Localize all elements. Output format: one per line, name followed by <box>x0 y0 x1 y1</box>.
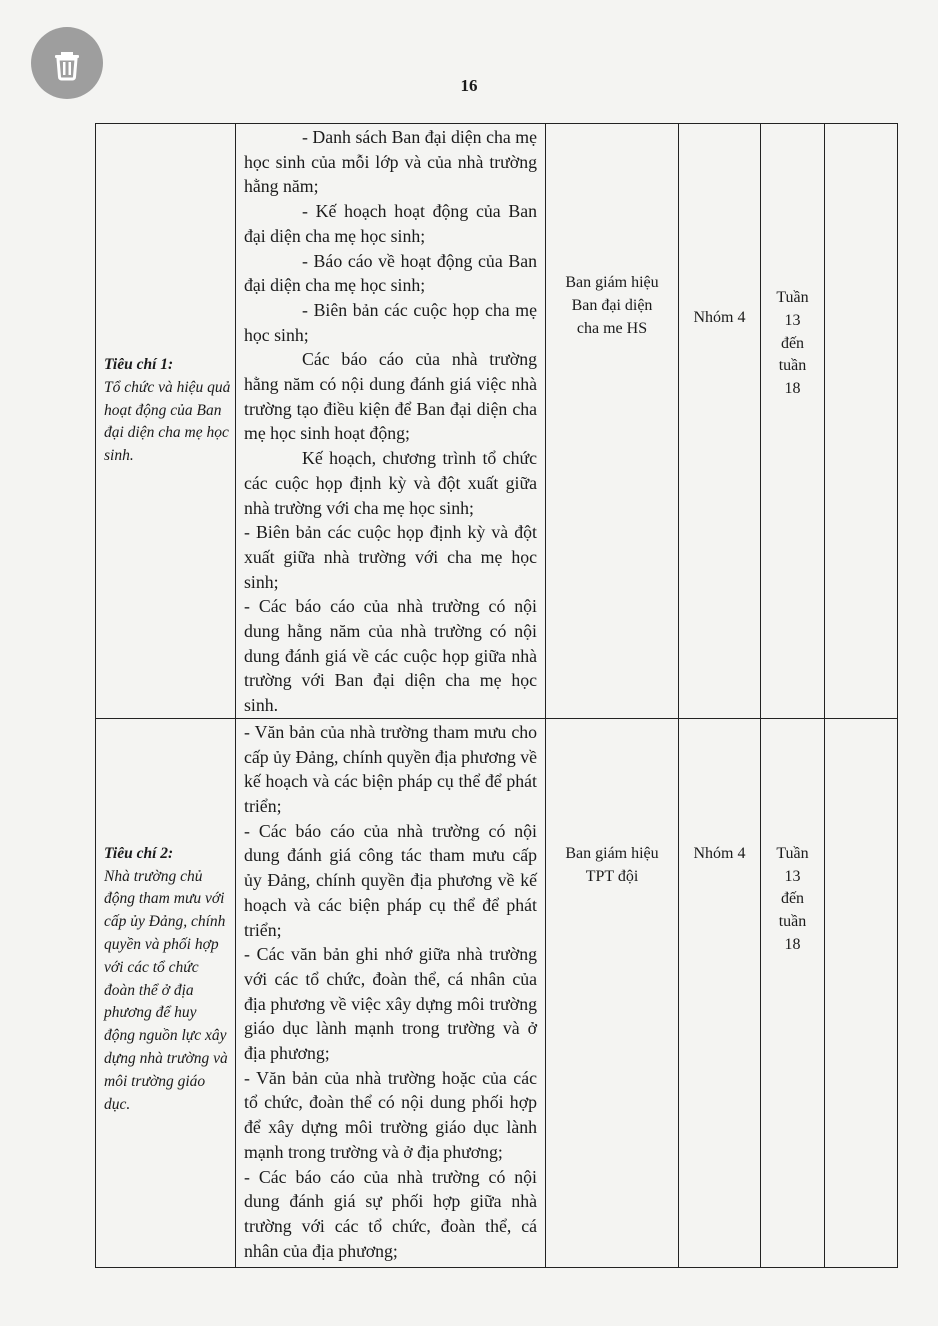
evidence-cell <box>236 124 546 719</box>
responsible-line: TPT đội <box>585 867 639 885</box>
table-row <box>96 124 898 719</box>
evidence-item: - Kế hoạch hoạt động của Ban đại diện cha mẹ học sinh; <box>244 201 537 246</box>
group-cell <box>679 718 761 1267</box>
criterion-text: Nhà trường chủ động tham mưu với cấp ủy Đảng, chính quyền và phối hợp với các tổ chức đoàn thể ở địa phương để huy động nguồn lực xây dựng nhà trường và môi trường giáo dục. <box>104 867 228 1113</box>
time-line: đến <box>780 334 805 352</box>
responsible-line: cha me HS <box>576 319 648 337</box>
responsible-line: Ban giám hiệu <box>565 274 659 291</box>
group-label: Nhóm 4 <box>693 844 746 862</box>
evaluation-table <box>95 123 898 1268</box>
evidence-item: - Biên bản các cuộc họp định kỳ và đột xuất giữa nhà trường với cha mẹ học sinh; <box>244 522 537 592</box>
time-line: 18 <box>784 380 801 398</box>
page-number: 16 <box>460 76 478 95</box>
evidence-item: - Các văn bản ghi nhớ giữa nhà trường với các tổ chức, đoàn thể, cá nhân của địa phương về việc xây dựng môi trường giáo dục lành mạnh trong trường và ở địa phương; <box>244 944 537 1064</box>
time-line: 13 <box>784 311 801 329</box>
evidence-item: - Văn bản của nhà trường tham mưu cho cấp ủy Đảng, chính quyền địa phương về kế hoạch và các biện pháp cụ thể để phát triển; <box>244 721 537 816</box>
responsible-line: Ban đại diện <box>571 296 653 314</box>
evidence-item: Các báo cáo của nhà trường hằng năm có nội dung đánh giá việc nhà trường tạo điều kiện để Ban đại diện cha mẹ học sinh hoạt động; <box>244 349 537 444</box>
criterion-cell <box>96 124 236 719</box>
criterion-cell <box>96 718 236 1267</box>
time-cell <box>761 718 825 1267</box>
time-line: 13 <box>784 867 801 885</box>
note-cell <box>825 124 898 719</box>
evidence-item: - Văn bản của nhà trường hoặc của các tổ chức, đoàn thể có nội dung phối hợp để xây dựng môi trường giáo dục lành mạnh trong trường và ở địa phương; <box>244 1067 537 1162</box>
evidence-item: - Các báo cáo của nhà trường có nội dung hằng năm của nhà trường có nội dung đánh giá về các cuộc họp giữa nhà trường với Ban đại diện cha mẹ học sinh. <box>244 596 537 716</box>
responsible-cell <box>546 718 679 1267</box>
evidence-item: - Các báo cáo của nhà trường có nội dung đánh giá sự phối hợp giữa nhà trường với các tổ chức, đoàn thể, cá nhân của địa phương; <box>244 1166 537 1261</box>
evidence-item: - Biên bản các cuộc họp cha mẹ học sinh; <box>244 299 537 345</box>
evidence-item: - Danh sách Ban đại diện cha mẹ học sinh của mỗi lớp và của nhà trường hằng năm; <box>244 127 537 197</box>
evidence-item: - Các báo cáo của nhà trường có nội dung đánh giá công tác tham mưu cấp ủy Đảng, chính quyền địa phương về kế hoạch và các biện pháp cụ thể để phát triển; <box>244 820 537 940</box>
responsible-line: Ban giám hiệu <box>565 844 659 862</box>
group-cell <box>679 124 761 719</box>
time-line: tuần <box>778 357 807 375</box>
time-line: tuần <box>778 913 807 931</box>
criterion-title: Tiêu chí 1: <box>104 356 174 373</box>
note-cell <box>825 718 898 1267</box>
evidence-item: - Báo cáo về hoạt động của Ban đại diện cha mẹ học sinh; <box>244 250 537 296</box>
time-line: 18 <box>784 936 801 954</box>
time-line: đến <box>780 890 805 908</box>
time-line: Tuần <box>776 289 809 306</box>
evidence-item: Kế hoạch, chương trình tổ chức các cuộc họp định kỳ và đột xuất giữa nhà trường với cha mẹ học sinh; <box>244 448 537 518</box>
evidence-cell <box>236 718 546 1267</box>
criterion-title: Tiêu chí 2: <box>104 844 174 862</box>
time-cell <box>761 124 825 719</box>
time-line: Tuần <box>776 844 809 862</box>
group-label: Nhóm 4 <box>693 309 746 326</box>
criterion-text: Tổ chức và hiệu quả hoạt động của Ban đại diện cha mẹ học sinh. <box>104 378 231 465</box>
table-row <box>96 718 898 1267</box>
responsible-cell <box>546 124 679 719</box>
